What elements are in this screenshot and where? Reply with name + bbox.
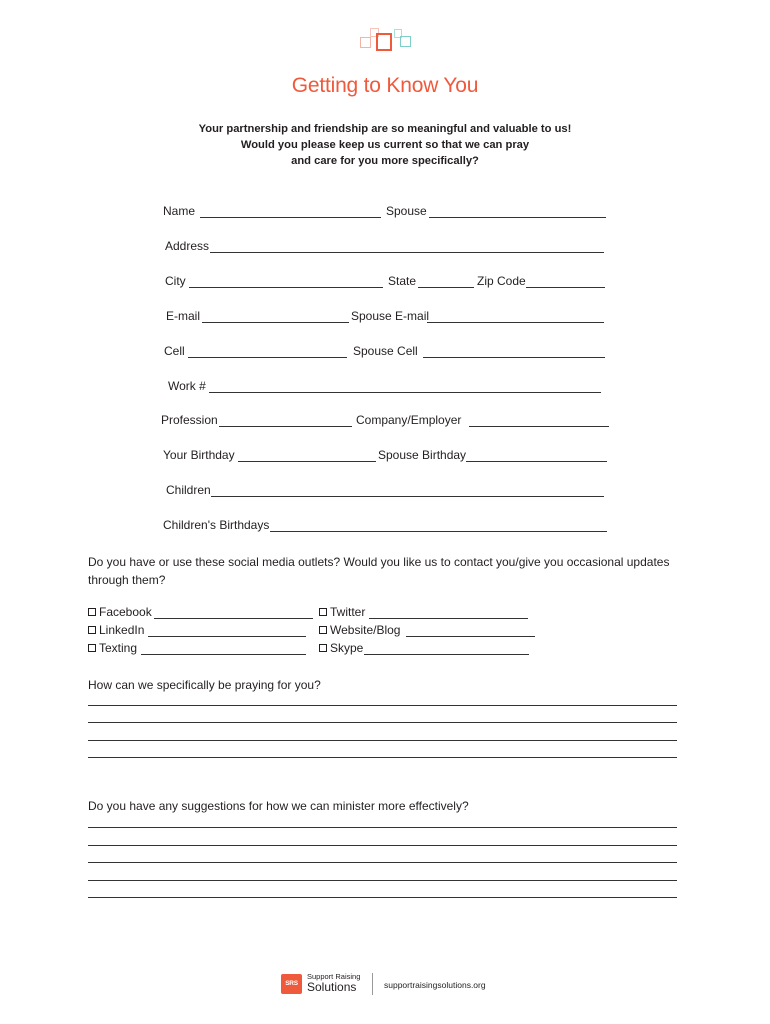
website-option[interactable] <box>319 623 400 637</box>
email-row <box>0 309 770 327</box>
children-label: Children <box>166 483 211 497</box>
skype-field[interactable] <box>364 654 529 655</box>
checkbox-icon[interactable] <box>88 644 96 652</box>
children-birthdays-label: Children's Birthdays <box>163 518 270 532</box>
profession-row <box>0 413 770 431</box>
work-field[interactable] <box>209 392 601 393</box>
birthday-label: Your Birthday <box>163 448 235 462</box>
zip-label: Zip Code <box>477 274 526 288</box>
logo-icon <box>356 27 414 53</box>
children-field[interactable] <box>211 496 604 497</box>
city-row <box>0 274 770 292</box>
social-question: Do you have or use these social media outlets? Would you like us to contact you/give you occasional updates through them? <box>88 555 670 587</box>
profession-label: Profession <box>161 413 218 427</box>
prayer-answer-line[interactable] <box>88 740 677 741</box>
birthday-row <box>0 448 770 466</box>
email-label: E-mail <box>166 309 201 323</box>
work-row <box>0 379 770 397</box>
twitter-label: Twitter <box>330 605 366 619</box>
facebook-option[interactable] <box>88 605 152 619</box>
prayer-answer-line[interactable] <box>88 757 677 758</box>
prayer-answer-line[interactable] <box>88 705 677 706</box>
checkbox-icon[interactable] <box>319 644 327 652</box>
suggestions-answer-line[interactable] <box>88 880 677 881</box>
linkedin-field[interactable] <box>148 636 306 637</box>
children-birthdays-field[interactable] <box>270 531 607 532</box>
website-label: Website/Blog <box>330 623 401 637</box>
company-label: Company/Employer <box>356 413 462 427</box>
suggestions-answer-line[interactable] <box>88 897 677 898</box>
name-field[interactable] <box>200 217 381 218</box>
skype-option[interactable] <box>319 641 363 655</box>
prayer-answer-line[interactable] <box>88 722 677 723</box>
texting-option[interactable] <box>88 641 137 655</box>
email-field[interactable] <box>202 322 349 323</box>
address-label: Address <box>165 239 210 253</box>
checkbox-icon[interactable] <box>319 608 327 616</box>
children-birthdays-row <box>0 518 770 536</box>
cell-label: Cell <box>164 344 185 358</box>
spouse-cell-field[interactable] <box>423 357 605 358</box>
logo-bottom-text: Solutions <box>307 980 357 994</box>
suggestions-question: Do you have any suggestions for how we can minister more effectively? <box>88 799 469 813</box>
spouse-email-label: Spouse E-mail <box>351 309 430 323</box>
children-row <box>0 483 770 501</box>
spouse-birthday-label: Spouse Birthday <box>378 448 467 462</box>
intro-text <box>0 121 770 169</box>
facebook-field[interactable] <box>154 618 313 619</box>
zip-field[interactable] <box>526 287 605 288</box>
srs-logo-icon: SRS <box>281 974 302 994</box>
city-field[interactable] <box>189 287 383 288</box>
linkedin-option[interactable] <box>88 623 144 637</box>
prayer-question: How can we specifically be praying for you? <box>88 678 321 692</box>
address-row <box>0 239 770 257</box>
cell-row <box>0 344 770 362</box>
suggestions-answer-line[interactable] <box>88 845 677 846</box>
twitter-option[interactable] <box>319 605 365 619</box>
profession-field[interactable] <box>219 426 352 427</box>
address-field[interactable] <box>210 252 604 253</box>
twitter-field[interactable] <box>369 618 528 619</box>
intro-line: Would you please keep us current so that we can pray <box>240 139 530 151</box>
website-field[interactable] <box>406 636 535 637</box>
page-title: Getting to Know You <box>291 74 479 97</box>
checkbox-icon[interactable] <box>88 608 96 616</box>
name-label: Name <box>163 204 196 218</box>
work-label: Work # <box>168 379 206 393</box>
cell-field[interactable] <box>188 357 347 358</box>
facebook-label: Facebook <box>99 605 152 619</box>
intro-line: and care for you more specifically? <box>291 155 479 167</box>
spouse-cell-label: Spouse Cell <box>353 344 418 358</box>
checkbox-icon[interactable] <box>319 626 327 634</box>
logo-top-text: Support Raising <box>307 972 361 981</box>
footer-url[interactable]: supportraisingsolutions.org <box>384 980 486 990</box>
name-row <box>0 204 770 222</box>
spouse-label: Spouse <box>386 204 427 218</box>
texting-field[interactable] <box>141 654 306 655</box>
birthday-field[interactable] <box>238 461 376 462</box>
footer-divider <box>372 973 373 995</box>
spouse-email-field[interactable] <box>427 322 604 323</box>
spouse-field[interactable] <box>429 217 606 218</box>
company-field[interactable] <box>469 426 609 427</box>
skype-label: Skype <box>330 641 364 655</box>
intro-line: Your partnership and friendship are so meaningful and valuable to us! <box>198 123 572 135</box>
spouse-birthday-field[interactable] <box>466 461 607 462</box>
city-label: City <box>165 274 186 288</box>
linkedin-label: LinkedIn <box>99 623 145 637</box>
suggestions-answer-line[interactable] <box>88 827 677 828</box>
suggestions-answer-line[interactable] <box>88 862 677 863</box>
state-field[interactable] <box>418 287 474 288</box>
texting-label: Texting <box>99 641 138 655</box>
state-label: State <box>388 274 417 288</box>
checkbox-icon[interactable] <box>88 626 96 634</box>
